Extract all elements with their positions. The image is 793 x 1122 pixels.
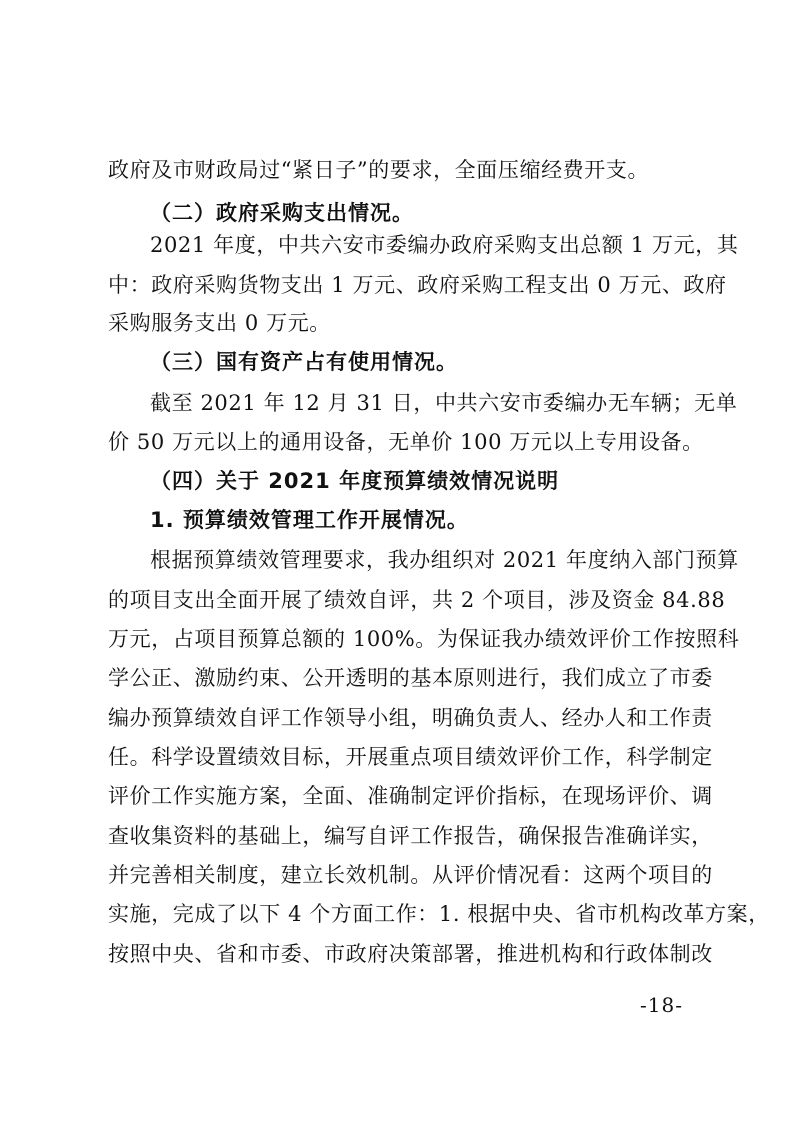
- subsection-heading: 1. 预算绩效管理工作开展情况。: [150, 508, 469, 532]
- paragraph-line: 采购服务支出 0 万元。: [108, 311, 331, 335]
- paragraph-line: 政府及市财政局过“紧日子”的要求，全面压缩经费开支。: [108, 158, 650, 182]
- paragraph-line: 查收集资料的基础上，编写自评工作报告，确保报告准确详实，: [108, 824, 713, 848]
- section-heading: （三）国有资产占有使用情况。: [150, 350, 458, 374]
- paragraph-line: 编办预算绩效自评工作领导小组，明确负责人、经办人和工作责: [108, 706, 713, 730]
- paragraph-line: 中：政府采购货物支出 1 万元、政府采购工程支出 0 万元、政府: [108, 273, 727, 297]
- paragraph-line: 万元，占项目预算总额的 100%。为保证我办绩效评价工作按照科: [108, 627, 740, 651]
- paragraph-line: 按照中央、省和市委、市政府决策部署，推进机构和行政体制改: [108, 942, 713, 966]
- paragraph-line: 评价工作实施方案，全面、准确制定评价指标，在现场评价、调: [108, 784, 713, 808]
- section-heading: （二）政府采购支出情况。: [150, 201, 414, 225]
- paragraph-line: 并完善相关制度，建立长效机制。从评价情况看：这两个项目的: [108, 863, 713, 887]
- page-number: -18-: [640, 993, 683, 1017]
- paragraph-line: 根据预算绩效管理要求，我办组织对 2021 年度纳入部门预算: [150, 548, 739, 572]
- paragraph-line: 学公正、激励约束、公开透明的基本原则进行，我们成立了市委: [108, 666, 713, 690]
- paragraph-line: 的项目支出全面开展了绩效自评，共 2 个项目，涉及资金 84.88: [108, 588, 726, 612]
- paragraph-line: 截至 2021 年 12 月 31 日，中共六安市委编办无车辆；无单: [150, 391, 738, 415]
- paragraph-line: 价 50 万元以上的通用设备，无单价 100 万元以上专用设备。: [108, 430, 704, 454]
- section-heading: （四）关于 2021 年度预算绩效情况说明: [150, 469, 560, 493]
- paragraph-line: 实施，完成了以下 4 个方面工作：1. 根据中央、省市机构改革方案，: [108, 902, 770, 926]
- paragraph-line: 任。科学设置绩效目标，开展重点项目绩效评价工作，科学制定: [108, 745, 713, 769]
- paragraph-line: 2021 年度，中共六安市委编办政府采购支出总额 1 万元，其: [150, 233, 739, 257]
